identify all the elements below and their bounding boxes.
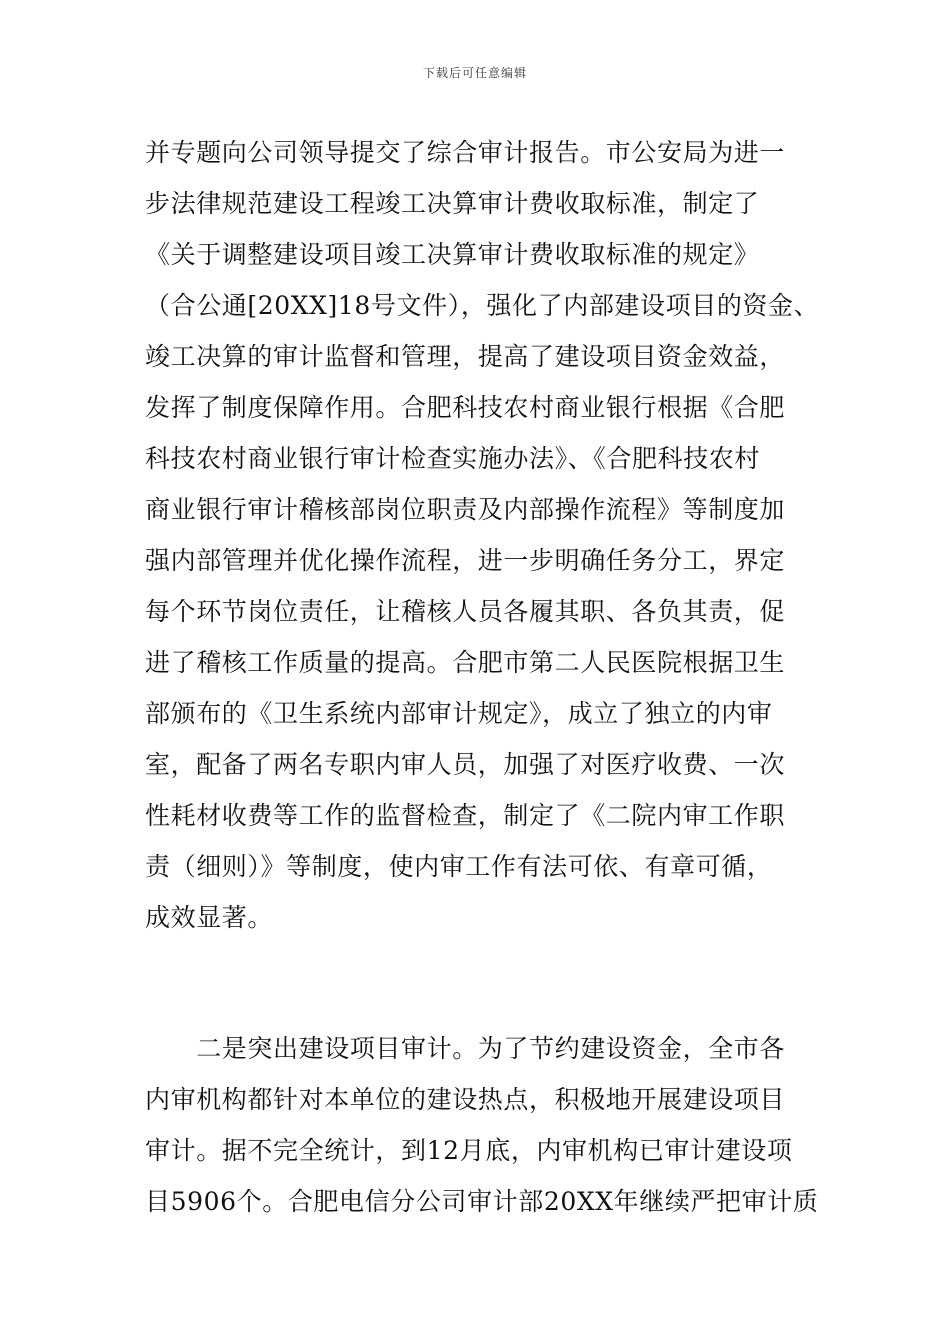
- text-line: 商业银行审计稽核部岗位职责及内部操作流程》等制度加: [145, 495, 786, 524]
- paragraph-1: [145, 127, 825, 943]
- text-line: （合公通[20XX]18号文件），强化了内部建设项目的资金、: [145, 291, 820, 320]
- text-line: 《关于调整建设项目竣工决算审计费收取标准的规定》: [145, 240, 760, 269]
- text-line: 室，配备了两名专职内审人员，加强了对医疗收费、一次: [145, 750, 786, 779]
- text-line: 部颁布的《卫生系统内部审计规定》，成立了独立的内审: [145, 699, 773, 728]
- text-line: 性耗材收费等工作的监督检查，制定了《二院内审工作职: [145, 801, 786, 830]
- text-line: 发挥了制度保障作用。合肥科技农村商业银行根据《合肥: [145, 393, 786, 422]
- text-line: 进了稽核工作质量的提高。合肥市第二人民医院根据卫生: [145, 648, 786, 677]
- text-line: 责（细则）》等制度，使内审工作有法可依、有章可循，: [145, 852, 773, 881]
- text-line: 成效显著。: [145, 903, 274, 932]
- text-line: 竣工决算的审计监督和管理，提高了建设项目资金效益，: [145, 342, 786, 371]
- text-line: 步法律规范建设工程竣工决算审计费收取标准，制定了: [145, 189, 760, 218]
- paragraph-2: [145, 1023, 825, 1227]
- text-line: 审计。据不完全统计，到12月底，内审机构已审计建设项: [145, 1136, 793, 1165]
- text-line: 每个环节岗位责任，让稽核人员各履其职、各负其责，促: [145, 597, 786, 626]
- text-line: 科技农村商业银行审计检查实施办法》、《合肥科技农村: [145, 444, 761, 473]
- text-line: 并专题向公司领导提交了综合审计报告。市公安局为进一: [145, 138, 786, 167]
- text-line: 内审机构都针对本单位的建设热点，积极地开展建设项目: [145, 1085, 786, 1114]
- text-line: 强内部管理并优化操作流程，进一步明确任务分工，界定: [145, 546, 786, 575]
- page-header: 下载后可任意编辑: [422, 66, 527, 80]
- text-line: 二是突出建设项目审计。为了节约建设资金，全市各: [145, 1034, 786, 1063]
- text-line: 目5906个。合肥电信分公司审计部20XX年继续严把审计质: [145, 1187, 819, 1216]
